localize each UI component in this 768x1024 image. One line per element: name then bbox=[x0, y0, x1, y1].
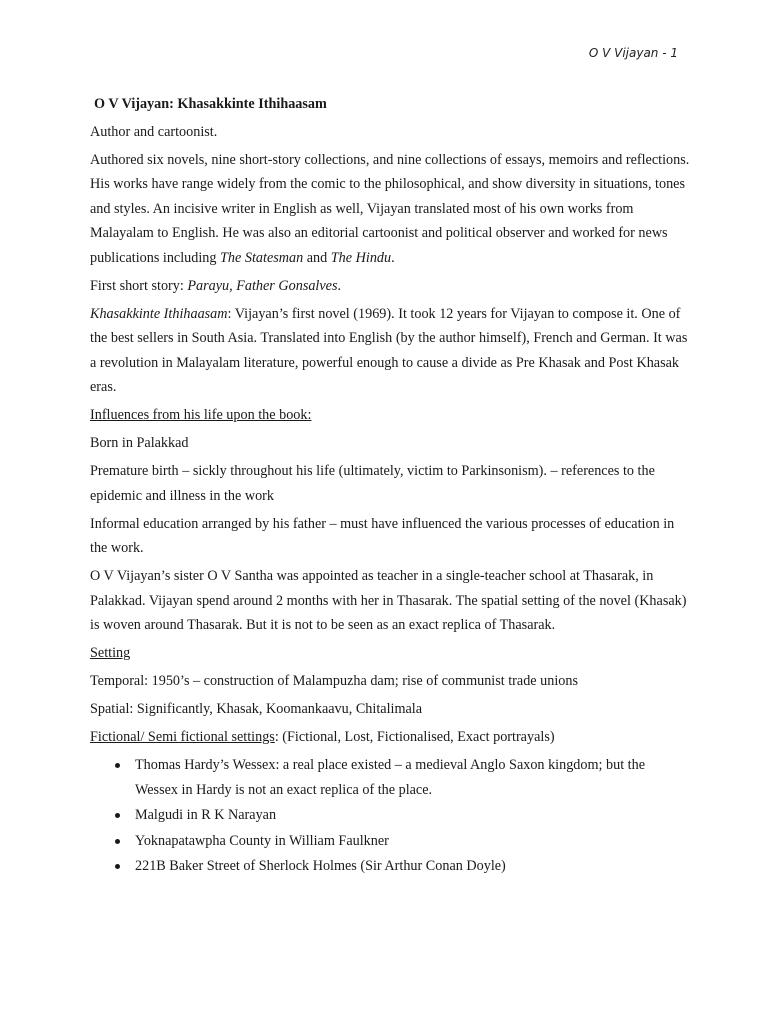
paragraph-first-short-story bbox=[90, 274, 690, 299]
running-header: O V Vijayan - 1 bbox=[588, 46, 678, 60]
bullet-icon bbox=[115, 763, 120, 768]
influence-item: Premature birth – sickly throughout his life (ultimately, victim to Parkinsonism). – references to the epidemic and illness in the work bbox=[90, 463, 655, 504]
setting-heading: Setting bbox=[90, 645, 131, 661]
fictional-types: : (Fictional, Lost, Fictionalised, Exact portrayals) bbox=[274, 729, 555, 745]
document-body bbox=[90, 92, 690, 880]
paragraph-author: Author and cartoonist. bbox=[90, 123, 218, 140]
bullet-icon bbox=[115, 839, 120, 844]
list-item bbox=[135, 854, 690, 879]
influence-item: O V Vijayan’s sister O V Santha was appointed as teacher in a single-teacher school at Thasarak, in Palakkad. Vijayan spend around 2 months with her in Thasarak. The spatial setting of the novel (Khasak) is woven around Thasarak. But it is not to be seen as an exact replica of Thasarak. bbox=[90, 568, 687, 633]
influence-item: Informal education arranged by his father – must have influenced the various processes of education in the work. bbox=[90, 515, 675, 556]
list-item-text: Yoknapatawpha County in William Faulkner bbox=[135, 832, 389, 849]
short-story-label: First short story: bbox=[90, 277, 188, 294]
novel-title: Khasakkinte Ithihaasam bbox=[90, 305, 228, 322]
list-item bbox=[135, 803, 690, 828]
bullet-icon bbox=[115, 864, 120, 869]
list-item bbox=[135, 829, 690, 854]
document-title: O V Vijayan: Khasakkinte Ithihaasam bbox=[94, 96, 327, 112]
period: . bbox=[391, 249, 395, 266]
paragraph-authored bbox=[90, 148, 690, 271]
paragraph-fictional-settings bbox=[90, 725, 690, 750]
authored-text: Authored six novels, nine short-story collections, and nine collections of essays, memoirs and reflections. His works have range widely from the comic to the philosophical, and show diversity in situations, tones and styles. An incisive writer in English as well, Vijayan translated most of his own works from Malayalam to English. He was also an editorial cartoonist and political observer and worked for news publications including bbox=[90, 151, 690, 266]
fictional-heading: Fictional/ Semi fictional settings bbox=[90, 729, 275, 745]
paragraph-novel bbox=[90, 302, 690, 400]
list-item-text: Thomas Hardy’s Wessex: a real place existed – a medieval Anglo Saxon kingdom; but the Wessex in Hardy is not an exact replica of the place. bbox=[135, 757, 646, 798]
publication-hindu: The Hindu bbox=[330, 249, 392, 266]
influences-heading: Influences from his life upon the book: bbox=[90, 407, 312, 423]
list-item bbox=[135, 753, 690, 802]
setting-spatial: Spatial: Significantly, Khasak, Koomankaavu, Chitalimala bbox=[90, 701, 423, 717]
setting-temporal: Temporal: 1950’s – construction of Malampuzha dam; rise of communist trade unions bbox=[90, 673, 578, 689]
conjunction-and: and bbox=[303, 249, 331, 266]
list-item-text: Malgudi in R K Narayan bbox=[135, 807, 277, 823]
fictional-settings-list bbox=[90, 753, 690, 879]
bullet-icon bbox=[115, 813, 120, 818]
short-story-title: Parayu, Father Gonsalves bbox=[187, 277, 338, 294]
list-item-text: 221B Baker Street of Sherlock Holmes (Sir Arthur Conan Doyle) bbox=[135, 858, 506, 874]
publication-statesman: The Statesman bbox=[220, 249, 304, 266]
influence-item: Born in Palakkad bbox=[90, 435, 189, 451]
short-story-period: . bbox=[337, 277, 342, 294]
novel-text: : Vijayan’s first novel (1969). It took 12 years for Vijayan to compose it. One of the best sellers in South Asia. Translated into English (by the author himself), French and German. It was a revolution in Malayalam literature, powerful enough to cause a divide as Pre Khasak and Post Khasak eras. bbox=[90, 305, 688, 395]
